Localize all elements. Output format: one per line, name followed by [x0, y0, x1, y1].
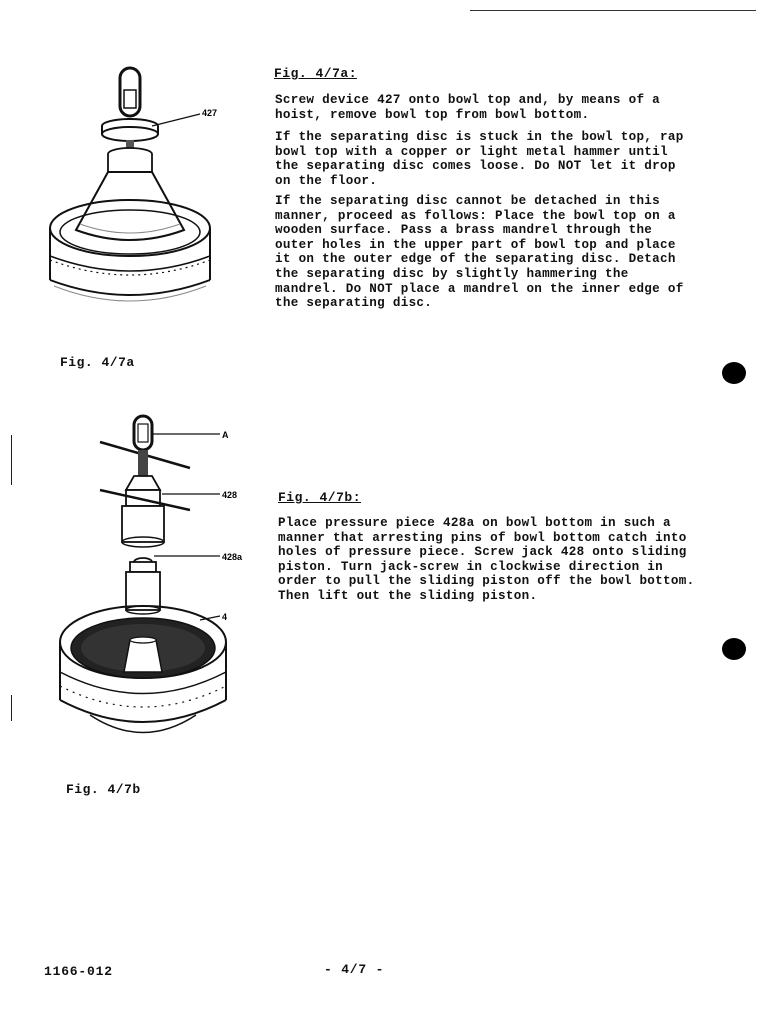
fig-4-7a-paragraph-2: If the separating disc is stuck in the bowl top, rap bowl top with a copper or light metal hammer until the separating disc comes loose. Do NOT let it drop on the floor. [275, 130, 684, 188]
page-number: - 4/7 - [324, 962, 385, 977]
fig-4-7a-paragraph-1: Screw device 427 onto bowl top and, by means of a hoist, remove bowl top from bowl bottom. [275, 93, 661, 122]
fig-4-7a-paragraph-3: If the separating disc cannot be detached in this manner, proceed as follows: Place the bowl top on a wooden surface. Pass a brass mandrel through the outer holes in the upper part of bowl top and place it on the outer edge of the separating disc. Detach the separating disc by slightly hammering the mandrel. Do NOT place a mandrel on the inner edge of the separating disc. [275, 194, 684, 311]
callout-428: 428 [222, 490, 238, 500]
fig-4-7b-heading: Fig. 4/7b: [278, 490, 362, 505]
document-number: 1166-012 [44, 964, 113, 979]
margin-scan-mark-2 [11, 695, 12, 721]
callout-a: A [222, 430, 229, 440]
binder-hole-mark-1 [722, 362, 746, 384]
header-rule [470, 10, 756, 11]
callout-428a: 428a [222, 552, 243, 562]
fig-4-7b-paragraph-1: Place pressure piece 428a on bowl bottom in such a manner that arresting pins of bowl bottom catch into holes of pressure piece. Screw jack 428 onto sliding piston. Turn jack-screw in clockwise direction in order to pull the sliding piston off the bowl bottom. Then lift out the sliding piston. [278, 516, 695, 603]
margin-scan-mark-1 [11, 435, 12, 485]
fig-4-7a-heading: Fig. 4/7a: [274, 66, 358, 81]
callout-4: 4 [222, 612, 228, 622]
binder-hole-mark-2 [722, 638, 746, 660]
fig-4-7b-caption: Fig. 4/7b [66, 782, 141, 797]
callout-427: 427 [202, 108, 218, 118]
fig-4-7a-caption: Fig. 4/7a [60, 355, 135, 370]
figure-4-7b-illustration [50, 410, 260, 755]
figure-4-7a-illustration [40, 60, 240, 325]
